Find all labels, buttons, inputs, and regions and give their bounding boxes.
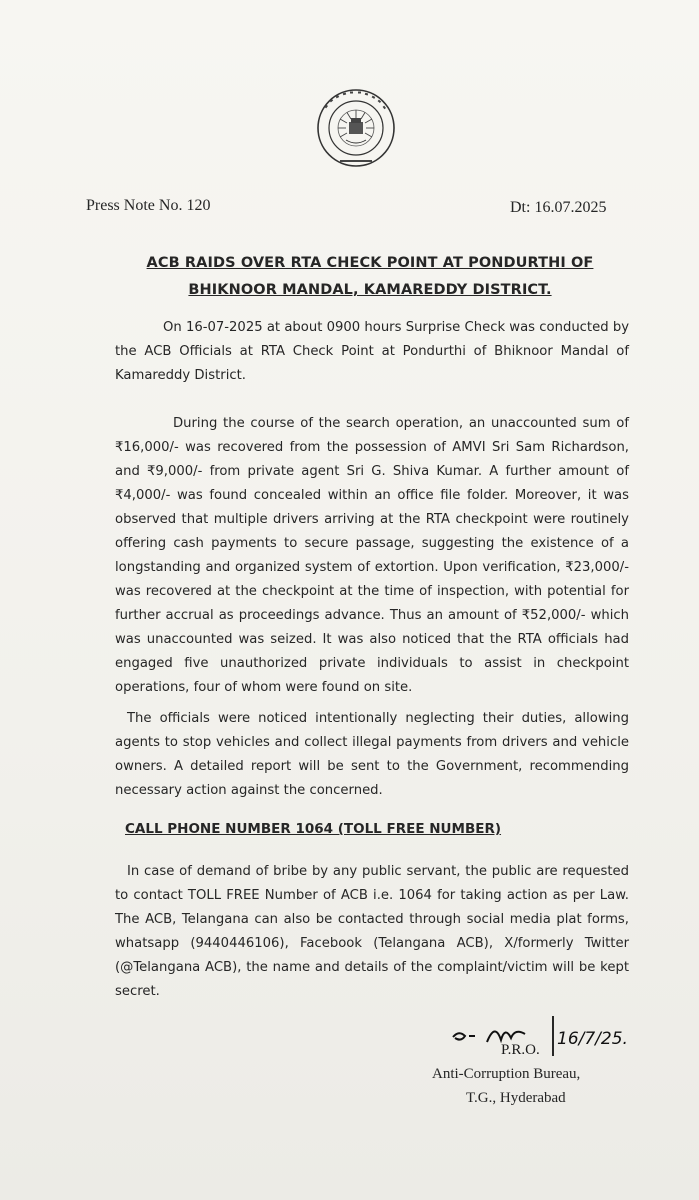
signature-designation: P.R.O. (501, 1042, 540, 1058)
signer-location: T.G., Hyderabad (466, 1090, 566, 1106)
paragraph-2: During the course of the search operation, an unaccounted sum of ₹16,000/- was recovered from the possession of AMVI Sri Sam Richardson, and ₹9,000/- from private agent Sri G. Shiva Kumar. A further amount of ₹4,000/- was found concealed within an office file folder. Moreover, it was observed that multiple drivers arriving at the RTA checkpoint were routinely offering cash payments to secure passage, suggesting the existence of a longstanding and organized system of extortion. Upon verification, ₹23,000/- was recovered at the checkpoint at the time of inspection, with potential for further accrual as proceedings advance. Thus an amount of ₹52,000/- which was unaccounted was seized. It was also noticed that the RTA officials had engaged five unauthorized private individuals to assist in checkpoint operations, four of whom were found on site. (115, 416, 629, 695)
paragraph-3: The officials were noticed intentionally neglecting their duties, allowing agents to stop vehicles and collect illegal payments from drivers and vehicle owners. A detailed report will be sent to the Government, recommending necessary action against the concerned. (115, 711, 629, 798)
signer-organization: Anti-Corruption Bureau, (432, 1066, 581, 1082)
press-note-number: Press Note No. 120 (86, 197, 211, 214)
signature-mark (445, 1012, 665, 1062)
paragraph-1: On 16-07-2025 at about 0900 hours Surprise Check was conducted by the ACB Officials at RTA Check Point at Pondurthi of Bhiknoor Mandal of Kamareddy District. (115, 320, 629, 383)
signer-block (432, 1062, 580, 1110)
paragraph-4: In case of demand of bribe by any public servant, the public are requested to contact TOLL FREE Number of ACB i.e. 1064 for taking action as per Law. The ACB, Telangana can also be contacted through social media plat forms, whatsapp (9440446106), Facebook (Telangana ACB), X/formerly Twitter (@Telangana ACB), the name and details of the complaint/victim will be kept secret. (115, 864, 629, 999)
acb-seal-emblem (316, 88, 396, 168)
toll-free-subheading: CALL PHONE NUMBER 1064 (TOLL FREE NUMBER) (125, 821, 502, 837)
document-title: ACB RAIDS OVER RTA CHECK POINT AT PONDURTHI OF BHIKNOOR MANDAL, KAMAREDDY DISTRICT. (146, 255, 594, 298)
press-note-date: Dt: 16.07.2025 (510, 199, 607, 216)
signature-handwritten-date: 16/7/25. (557, 1029, 628, 1049)
